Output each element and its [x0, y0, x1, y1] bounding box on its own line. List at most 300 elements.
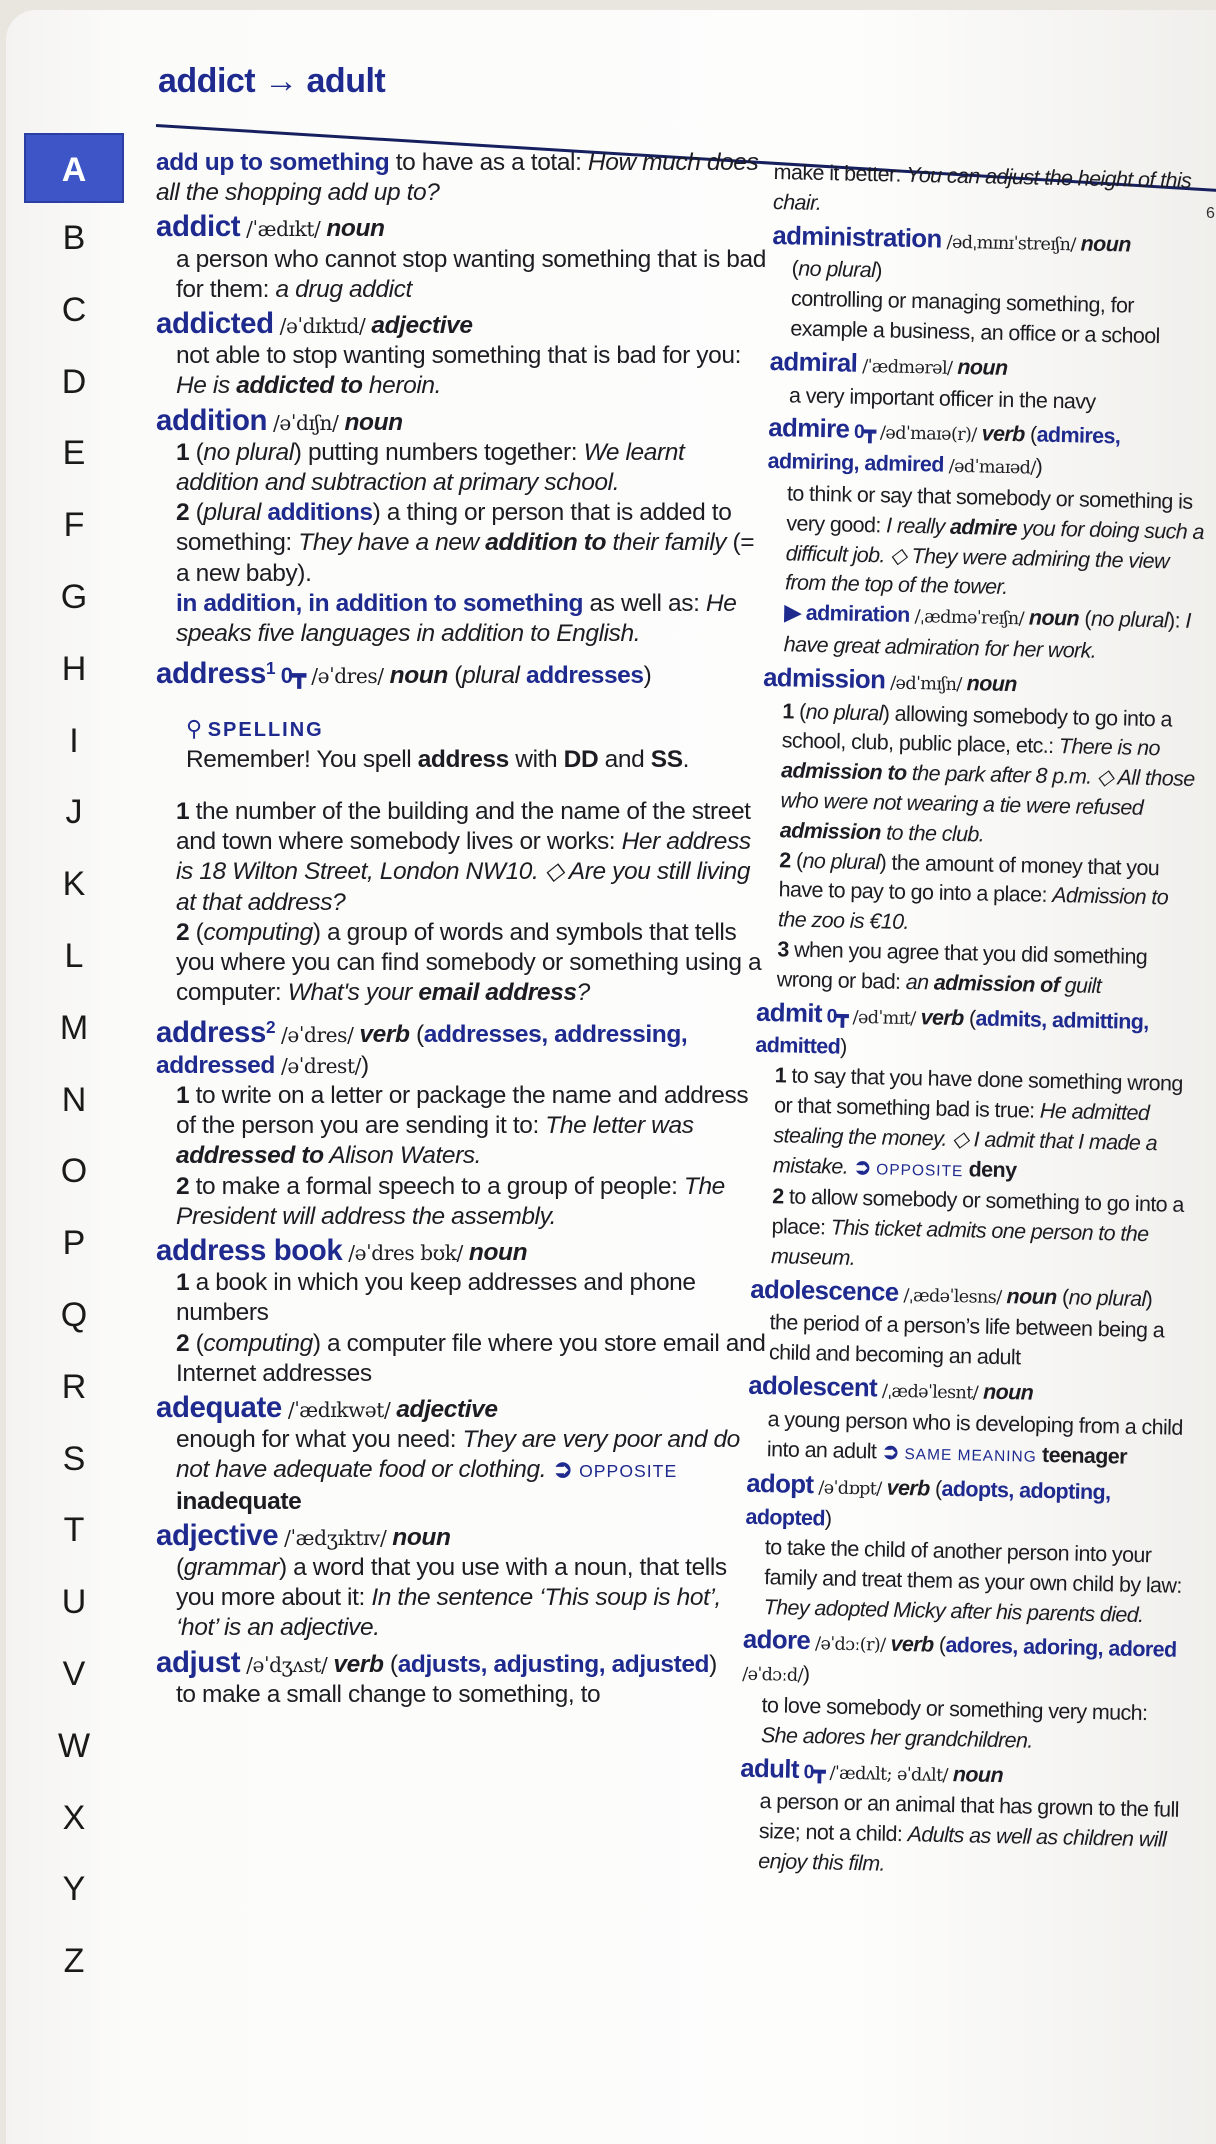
definition-paragraph	[156, 341, 766, 401]
text-run: SAME MEANING	[904, 1445, 1043, 1466]
text-run: Adults as well as children will enjoy this film.	[758, 1822, 1167, 1876]
text-run: a young person who is developing from a child into an adult	[766, 1407, 1183, 1464]
text-run: (	[447, 662, 463, 690]
text-run: (	[963, 1005, 976, 1030]
definition-paragraph	[156, 1268, 766, 1328]
alphabet-tab-n[interactable]: N	[61, 1080, 87, 1119]
text-run: They adopted Micky after his parents died.	[763, 1594, 1144, 1627]
part-of-speech: noun	[982, 1379, 1034, 1405]
alphabet-tab-u[interactable]: U	[61, 1583, 87, 1622]
spelling-title: SPELLING	[207, 718, 324, 741]
entry-address-1	[156, 653, 766, 1008]
definition-paragraph	[156, 1236, 766, 1268]
text-run: admits, admitting, admitted	[755, 1005, 1149, 1059]
alphabet-tab-y[interactable]: Y	[62, 1870, 86, 1909]
alphabet-tab-s[interactable]: S	[62, 1439, 86, 1478]
part-of-speech: noun	[1006, 1283, 1057, 1309]
text-run: He admitted stealing the money. ◇ I admit that I made a mistake.	[772, 1098, 1158, 1179]
text-run: plural	[462, 662, 526, 690]
page-number: 6	[1206, 205, 1215, 222]
text-run: (	[933, 1633, 946, 1658]
part-of-speech: noun	[957, 354, 1008, 380]
text-run: enough for what you need:	[176, 1426, 463, 1454]
pronunciation: /əˈdʒʌst/	[240, 1652, 334, 1677]
part-of-speech: verb	[890, 1632, 934, 1658]
entry-admission	[756, 664, 1203, 1004]
spelling-text	[186, 745, 766, 775]
pronunciation: /əˈdres/	[275, 1023, 360, 1048]
alphabet-tab-t[interactable]: T	[63, 1511, 85, 1550]
entry-address-book	[156, 1236, 766, 1389]
text-run: no plural	[1068, 1285, 1146, 1311]
text-run: ) the amount of money that you have to pay to go into a place:	[778, 849, 1160, 908]
definition-paragraph	[751, 1182, 1193, 1281]
headword: addition	[156, 403, 268, 437]
part-of-speech: noun	[468, 1239, 528, 1267]
definition-paragraph	[156, 1393, 766, 1425]
alphabet-tab-j[interactable]: J	[65, 793, 83, 832]
text-run: add up to something	[156, 149, 390, 176]
text-run: to love somebody or something very much:	[761, 1693, 1148, 1726]
alphabet-tab-h[interactable]: H	[61, 649, 87, 688]
part-of-speech: noun	[966, 670, 1018, 696]
entry-admit	[751, 998, 1197, 1280]
definition-paragraph	[767, 414, 1208, 488]
spelling-note	[186, 714, 766, 775]
text-run: (	[383, 1650, 398, 1678]
text-run: )	[1035, 454, 1043, 479]
pronunciation: /ˈædɪkt/	[240, 217, 327, 242]
text-run: There is no	[1058, 734, 1161, 761]
entry-administration	[770, 222, 1212, 353]
text-run: 1	[176, 438, 190, 466]
definition-paragraph	[156, 653, 766, 691]
pronunciation: /ˌædəˈlesnt/	[876, 1381, 984, 1404]
text-run: What's your	[287, 979, 419, 1007]
text-run: I really	[885, 513, 951, 539]
headword: address	[156, 657, 266, 691]
text-run: The President will address the assembly.	[176, 1172, 725, 1230]
definition-paragraph	[755, 998, 1196, 1070]
part-of-speech: adjective	[371, 312, 473, 340]
part-of-speech: noun	[952, 1761, 1004, 1787]
text-run: You can adjust the height of this chair.	[772, 162, 1192, 215]
part-of-speech: noun	[344, 408, 403, 436]
pronunciation: /ədˈmaɪəd/	[943, 456, 1036, 479]
entry-address-2	[156, 1012, 766, 1232]
definition-paragraph	[156, 918, 766, 1009]
text-run: Admission to the zoo is €10.	[777, 883, 1169, 935]
text-run: (	[1024, 422, 1037, 447]
definition-paragraph	[156, 438, 766, 498]
text-run: I have great admiration for her work.	[783, 608, 1191, 663]
headword: admiral	[769, 347, 858, 378]
text-run: in addition, in addition to something	[176, 589, 584, 617]
text-run: admission of	[933, 970, 1060, 997]
left-column	[156, 148, 766, 1714]
text-run: admires, admiring, admired	[767, 422, 1121, 477]
pronunciation: /ˈædmərəl/	[857, 356, 958, 379]
pronunciation: /ədˈmaɪə(r)/	[879, 423, 982, 446]
definition-paragraph	[156, 1329, 766, 1389]
entry-admire	[763, 414, 1208, 669]
part-of-speech: noun	[392, 1523, 451, 1551]
alphabet-tab-x[interactable]: X	[62, 1798, 86, 1837]
definition-paragraph	[753, 1061, 1195, 1191]
pronunciation: /əˈdɒpt/	[813, 1478, 887, 1501]
text-run: (	[791, 256, 799, 281]
pronunciation: /əˈdɔːd/	[742, 1664, 804, 1687]
headword: adequate	[156, 1391, 282, 1425]
text-run: (	[176, 1554, 184, 1582]
text-run: This ticket admits one person to the museum.	[770, 1215, 1149, 1270]
alphabet-tab-m[interactable]: M	[59, 1008, 89, 1047]
headword: adjective	[156, 1518, 279, 1552]
definition-paragraph	[758, 845, 1200, 944]
alphabet-tab-l[interactable]: L	[64, 936, 84, 975]
text-run: to allow somebody or something to go into a place:	[771, 1184, 1185, 1240]
text-run: heroin.	[362, 372, 442, 400]
entry-add-up-to-something	[156, 148, 766, 208]
text-run: How much does all the shopping add up to?	[156, 149, 759, 207]
part-of-speech: adjective	[396, 1396, 498, 1424]
text-run: 3	[777, 937, 790, 962]
text-run: addition to	[485, 529, 607, 557]
text-run: The letter was	[545, 1112, 694, 1140]
text-run: She adores her grandchildren.	[760, 1722, 1034, 1753]
text-run: 1	[265, 658, 276, 679]
headword: adore	[742, 1626, 811, 1656]
text-run: He is	[176, 372, 237, 400]
entry-adjective	[156, 1518, 766, 1644]
text-run: ) allowing somebody to go into a school, club, public place, etc.:	[781, 700, 1173, 759]
key-word-icon: 0┳	[849, 421, 881, 444]
pronunciation: /əˈdres bʊk/	[342, 1241, 469, 1266]
text-run: to make a formal speech to a group of people:	[189, 1172, 684, 1200]
definition-paragraph	[747, 1405, 1188, 1476]
text-run: ):	[1167, 608, 1186, 633]
text-run: (	[790, 848, 803, 873]
entry-adjust	[156, 1645, 766, 1710]
definition-paragraph	[156, 1680, 766, 1710]
pronunciation: /əˈdɔː(r)/	[809, 1634, 891, 1657]
headword: adult	[739, 1754, 800, 1784]
definition-paragraph	[765, 479, 1207, 607]
text-run: ➲	[853, 1154, 877, 1179]
entry-adequate	[156, 1393, 766, 1517]
definition-paragraph	[156, 1425, 766, 1517]
alphabet-tab-k[interactable]: K	[62, 865, 86, 904]
text-run: guilt	[1059, 972, 1102, 998]
text-run: OPPOSITE	[579, 1461, 678, 1482]
text-run: the number of the building and the name of the street and town where somebody lives or works:	[176, 798, 751, 856]
alphabet-tab-f[interactable]: F	[63, 506, 85, 545]
alphabet-tab-w[interactable]: W	[57, 1726, 91, 1765]
alphabet-index	[24, 133, 124, 1998]
text-run: Her address is 18 Wilton Street, London NW10. ◇ Are you still living at that address?	[176, 828, 751, 916]
definition-paragraph	[156, 589, 766, 649]
definition-paragraph	[741, 1691, 1182, 1760]
text-run: to take the child of another person into your family and treat them as your own child by law:	[764, 1535, 1182, 1598]
text-run: addicted to	[236, 372, 363, 400]
text-run: (	[189, 499, 204, 527]
text-run: to the club.	[880, 820, 985, 847]
text-run: 2	[779, 847, 791, 873]
part-of-speech: verb	[333, 1650, 384, 1678]
alphabet-tab-v[interactable]: V	[62, 1654, 86, 1693]
text-run: 1	[782, 698, 795, 724]
text-run: 2	[176, 1172, 190, 1200]
text-run: (	[1078, 606, 1092, 631]
text-run: adopts, adopting, adopted	[745, 1477, 1111, 1531]
text-run: to say that you have done something wrong or that something bad is true:	[773, 1063, 1184, 1123]
text-run: 1	[176, 1269, 190, 1297]
text-run: He speaks five languages in addition to English.	[176, 589, 737, 648]
entry-admiral	[769, 348, 1210, 420]
headword: admission	[762, 663, 886, 695]
definition-paragraph	[156, 1172, 766, 1232]
definition-paragraph	[156, 1518, 766, 1553]
pronunciation: /əˈdres/	[311, 664, 390, 689]
text-run: adores, adoring, adored	[945, 1633, 1177, 1663]
alphabet-tab-a[interactable]: A	[24, 133, 124, 203]
text-run: adjusts, adjusting, adjusted	[397, 1650, 710, 1678]
text-run: )	[709, 1650, 717, 1678]
alphabet-tab-g[interactable]: G	[60, 577, 88, 616]
text-run: a drug addict	[275, 275, 412, 303]
text-run: 2	[176, 499, 190, 527]
text-run: 2	[265, 1017, 276, 1038]
alphabet-tab-b[interactable]: B	[62, 219, 86, 257]
running-head: addict → adult	[158, 62, 386, 100]
pronunciation: /ədˈmɪt/	[852, 1007, 921, 1029]
definition-paragraph	[156, 1645, 766, 1680]
text-run: (= a new baby).	[176, 529, 755, 587]
text-run: controlling or managing something, for example a business, an office or a school	[790, 286, 1161, 349]
pronunciation: /ˌædməˈreɪʃn/	[909, 607, 1030, 630]
text-run: not able to stop wanting something that is bad for you:	[176, 342, 742, 370]
right-column	[738, 158, 1214, 1890]
text-run: admission	[779, 818, 882, 845]
text-run: DD	[563, 745, 599, 773]
text-run: ➲	[552, 1456, 580, 1484]
entry-addict	[156, 212, 766, 305]
text-run: an	[905, 969, 935, 995]
text-run: Alison Waters.	[323, 1142, 482, 1170]
text-run: admire	[949, 514, 1018, 540]
entry-addition	[156, 403, 766, 650]
key-word-icon: 0┳	[821, 1004, 853, 1028]
part-of-speech: verb	[359, 1021, 410, 1049]
text-run: (	[929, 1477, 942, 1502]
text-run: 2	[176, 918, 190, 946]
definition-paragraph	[156, 498, 766, 589]
text-run: ?	[576, 979, 590, 1007]
text-run: )	[875, 258, 883, 283]
headword: addicted	[156, 307, 274, 341]
text-run: ▶	[784, 600, 807, 625]
part-of-speech: verb	[920, 1004, 964, 1030]
text-run: SS	[650, 745, 683, 773]
text-run: )	[839, 1034, 848, 1060]
text-run: make it better:	[773, 159, 907, 187]
text-run: a very important officer in the navy	[788, 382, 1096, 414]
text-run: 1	[176, 798, 190, 826]
definition-paragraph	[770, 284, 1211, 353]
text-run: the period of a person’s life between being a child and becoming an adult	[768, 1310, 1165, 1370]
key-word-icon: 0┳	[798, 1760, 830, 1784]
definition-paragraph	[749, 1308, 1190, 1377]
text-run: ) a thing or person that is added to something:	[176, 499, 732, 557]
text-run: no plural	[1090, 606, 1169, 633]
definition-paragraph	[745, 1470, 1186, 1542]
dictionary-page	[6, 10, 1216, 2144]
text-run: )	[1145, 1286, 1153, 1311]
text-run: to make a small change to something, to	[176, 1680, 601, 1708]
text-run: to have as a total:	[389, 149, 588, 176]
definition-paragraph	[156, 797, 766, 918]
pronunciation: /ədˈmɪʃn/	[885, 673, 967, 695]
alphabet-tab-i[interactable]: I	[69, 721, 79, 760]
part-of-speech: verb	[981, 421, 1025, 447]
part-of-speech: noun	[326, 215, 385, 243]
text-run: .	[682, 745, 690, 773]
text-run: inadequate	[176, 1487, 302, 1515]
alphabet-tab-e[interactable]: E	[62, 434, 86, 473]
part-of-speech: noun	[389, 662, 448, 690]
alphabet-tab-r[interactable]: R	[61, 1367, 87, 1406]
text-run: ➲	[881, 1439, 905, 1464]
text-run: admission to	[780, 758, 907, 786]
part-of-speech: noun	[1080, 231, 1132, 257]
text-run: to think or say that somebody or something is very good:	[786, 481, 1193, 538]
headword: adjust	[156, 1645, 241, 1679]
part-of-speech: noun	[1028, 605, 1080, 631]
text-run: ) a group of words and symbols that tells you where you can find somebody or something using a computer:	[176, 918, 762, 1007]
part-of-speech: verb	[886, 1476, 930, 1502]
definition-paragraph	[760, 696, 1203, 854]
entry-adore	[741, 1626, 1184, 1759]
text-run: grammar	[183, 1554, 279, 1582]
text-run: no plural	[203, 438, 294, 466]
text-run: plural	[203, 499, 268, 527]
pronunciation: /ˈædʌlt; əˈdʌlt/	[829, 1763, 954, 1786]
entry-adopt	[743, 1470, 1186, 1631]
text-run: (	[189, 438, 204, 466]
text-run: a person or an animal that has grown to the full size; not a child:	[758, 1789, 1180, 1847]
pronunciation: /ˈædʒɪktɪv/	[278, 1525, 393, 1550]
headword: administration	[772, 221, 942, 254]
text-run: a book in which you keep addresses and phone numbers	[176, 1269, 696, 1327]
entry-addicted	[156, 309, 766, 402]
alphabet-tab-o[interactable]: O	[60, 1152, 88, 1191]
text-run: 2	[176, 1329, 190, 1357]
definition-paragraph	[156, 1081, 766, 1172]
alphabet-tab-q[interactable]: Q	[60, 1295, 88, 1334]
text-run: additions	[267, 499, 373, 527]
definition-paragraph	[156, 212, 766, 244]
text-run: no plural	[797, 256, 876, 283]
text-run: no plural	[805, 699, 884, 725]
text-run: computing	[203, 1329, 313, 1357]
text-run: (	[409, 1021, 424, 1049]
definition-paragraph	[738, 1787, 1180, 1886]
headword: adopt	[745, 1470, 814, 1500]
definition-paragraph	[743, 1533, 1185, 1632]
text-run: In the sentence ‘This soup is hot’, ‘hot’ is an adjective.	[176, 1584, 721, 1642]
magnifier-icon: ⚲	[186, 715, 202, 741]
pronunciation: /əˈdɪktɪd/	[273, 314, 372, 339]
text-run: OPPOSITE	[876, 1160, 969, 1180]
definition-paragraph	[773, 158, 1214, 227]
text-run: addresses	[526, 662, 644, 690]
entry-adult	[738, 1754, 1180, 1885]
text-run: They have a new	[298, 529, 486, 557]
text-run: Remember! You spell	[186, 745, 418, 773]
text-run: )	[802, 1662, 810, 1687]
headword: addict	[156, 210, 241, 244]
headword: admit	[755, 998, 823, 1028]
text-run: computing	[203, 918, 313, 946]
text-run: (	[1056, 1284, 1069, 1310]
text-run: )	[824, 1506, 832, 1531]
text-run: (	[793, 699, 806, 724]
text-run: the park after 8 p.m. ◇ All those who were not wearing a tie were refused	[780, 761, 1195, 820]
alphabet-tab-z[interactable]: Z	[63, 1942, 85, 1981]
text-run: you for doing such a difficult job. ◇ They were admiring the view from the top of the tower.	[784, 515, 1205, 600]
text-run: address	[417, 745, 509, 773]
text-run: ) a word that you use with a noun, that tells you more about it:	[176, 1554, 727, 1612]
text-run: deny	[968, 1156, 1017, 1182]
pronunciation: /əˈdrest/	[274, 1053, 361, 1078]
definition-paragraph	[763, 598, 1204, 669]
definition-paragraph	[156, 245, 766, 305]
text-run: a person who cannot stop wanting something that is bad for them:	[176, 245, 766, 303]
text-run: with	[508, 745, 564, 773]
text-run: addressed to	[176, 1142, 324, 1170]
text-run: (	[189, 1329, 204, 1357]
headword: adolescence	[750, 1275, 899, 1307]
pronunciation: /ədˌmɪnɪˈstreɪʃn/	[941, 232, 1081, 256]
text-run: when you agree that you did something wrong or bad:	[776, 937, 1148, 994]
alphabet-tab-p[interactable]: P	[62, 1224, 86, 1263]
text-run: to write on a letter or package the name and address of the person you are sending it to:	[176, 1082, 749, 1140]
headword: admire	[768, 414, 850, 445]
definition-paragraph	[156, 403, 766, 438]
text-run: They are very poor and do not have adequate food or clothing.	[176, 1426, 740, 1484]
pronunciation: /ˈædɪkwət/	[281, 1398, 397, 1423]
text-run: ) putting numbers together:	[293, 438, 584, 466]
definition-paragraph	[756, 935, 1197, 1004]
definition-paragraph	[156, 1012, 766, 1081]
text-run: admiration	[805, 600, 910, 628]
text-run: 2	[771, 1184, 784, 1209]
entry-adolescent	[747, 1372, 1189, 1476]
headword: address book	[156, 1234, 343, 1268]
definition-paragraph	[156, 1553, 766, 1644]
alphabet-tab-c[interactable]: C	[61, 290, 87, 329]
text-run: addresses, addressing, addressed	[156, 1021, 688, 1079]
pronunciation: /əˈdɪʃn/	[267, 410, 345, 435]
pronunciation: /ˌædəˈlesns/	[898, 1285, 1007, 1308]
text-run: )	[361, 1051, 369, 1079]
key-word-icon: 0┳	[275, 663, 312, 689]
headword: adolescent	[747, 1371, 878, 1403]
text-run: no plural	[802, 848, 880, 874]
text-run: email address	[418, 979, 577, 1007]
definition-paragraph	[156, 148, 766, 208]
alphabet-tab-d[interactable]: D	[61, 362, 87, 401]
